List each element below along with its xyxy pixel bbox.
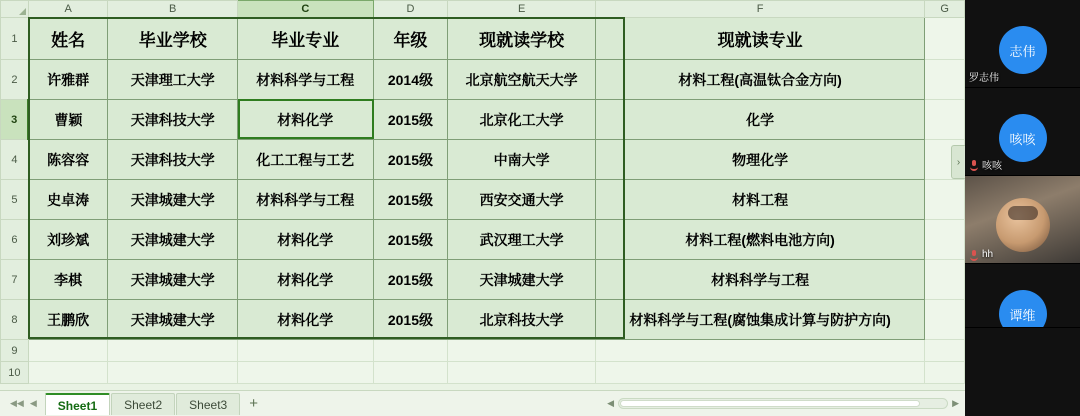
add-sheet-button[interactable]: +: [249, 395, 258, 412]
column-header-d[interactable]: D: [373, 1, 448, 18]
cell-d10[interactable]: [373, 362, 448, 384]
cell-b9[interactable]: [108, 340, 238, 362]
table-row[interactable]: [1, 100, 965, 140]
cell-e8[interactable]: 北京科技大学: [448, 300, 596, 340]
cell-f6[interactable]: 材料工程(燃料电池方向): [595, 220, 924, 260]
cell-c5[interactable]: 材料科学与工程: [237, 180, 373, 220]
scroll-left-icon[interactable]: ◀: [607, 398, 615, 408]
sheet-tab-sheet1[interactable]: Sheet1: [45, 393, 110, 415]
cell-e10[interactable]: [448, 362, 596, 384]
cell-b7[interactable]: 天津城建大学: [108, 260, 238, 300]
cell-b1[interactable]: 毕业学校: [108, 18, 238, 60]
cell-g1[interactable]: [925, 18, 965, 60]
cell-b8[interactable]: 天津城建大学: [108, 300, 238, 340]
column-header-f[interactable]: F: [595, 1, 924, 18]
sheet-tab-sheet3[interactable]: Sheet3: [176, 393, 240, 415]
scrollbar-thumb[interactable]: [620, 400, 920, 407]
prev-sheet-icon[interactable]: ◀: [29, 398, 37, 408]
cell-f9[interactable]: [595, 340, 924, 362]
sheet-tab-bar[interactable]: [0, 390, 965, 416]
first-sheet-icon[interactable]: ◀◀: [10, 398, 24, 408]
cell-a1[interactable]: 姓名: [28, 18, 108, 60]
cell-a10[interactable]: [28, 362, 108, 384]
column-header-a[interactable]: A: [28, 1, 108, 18]
avatar: 谭维: [999, 290, 1047, 328]
cell-e1[interactable]: 现就读学校: [448, 18, 596, 60]
row-header-10[interactable]: 10: [1, 362, 29, 384]
cell-e4[interactable]: 中南大学: [448, 140, 596, 180]
cell-c8[interactable]: 材料化学: [237, 300, 373, 340]
row-header-2[interactable]: 2: [1, 60, 29, 100]
cell-e7[interactable]: 天津城建大学: [448, 260, 596, 300]
avatar: 咳咳: [999, 114, 1047, 162]
cell-d2[interactable]: 2014级: [373, 60, 448, 100]
table-row[interactable]: [1, 260, 965, 300]
select-all-corner[interactable]: [1, 1, 29, 18]
cell-e5[interactable]: 西安交通大学: [448, 180, 596, 220]
scroll-pane-handle[interactable]: [951, 145, 965, 179]
table-row[interactable]: [1, 180, 965, 220]
chevron-right-icon: ›: [956, 156, 961, 168]
cell-f1[interactable]: 现就读专业: [595, 18, 924, 60]
mic-muted-icon: [969, 160, 979, 170]
horizontal-scrollbar[interactable]: [607, 398, 965, 409]
participant-name-tag: [969, 157, 1002, 172]
scroll-right-icon[interactable]: ▶: [952, 398, 959, 408]
cell-c1[interactable]: 毕业专业: [237, 18, 373, 60]
cell-b4[interactable]: 天津科技大学: [108, 140, 238, 180]
cell-g8[interactable]: [925, 300, 965, 340]
sheet-tab-sheet2[interactable]: Sheet2: [111, 393, 175, 415]
cell-c6[interactable]: 材料化学: [237, 220, 373, 260]
cell-a9[interactable]: [28, 340, 108, 362]
cell-a4[interactable]: 陈容容: [28, 140, 108, 180]
cell-a3[interactable]: 曹颖: [28, 100, 108, 140]
cell-c7[interactable]: 材料化学: [237, 260, 373, 300]
sheet-nav-arrows[interactable]: [0, 398, 45, 409]
mic-muted-icon: [969, 250, 979, 260]
row-header-3[interactable]: 3: [1, 100, 29, 140]
row-header-1[interactable]: 1: [1, 18, 29, 60]
cell-d8[interactable]: 2015级: [373, 300, 448, 340]
cell-g7[interactable]: [925, 260, 965, 300]
cell-d9[interactable]: [373, 340, 448, 362]
cell-a8[interactable]: 王鹏欣: [28, 300, 108, 340]
participant-tile-1[interactable]: [965, 0, 1080, 88]
cell-d1[interactable]: 年级: [373, 18, 448, 60]
cell-d5[interactable]: 2015级: [373, 180, 448, 220]
cell-f5[interactable]: 材料工程: [595, 180, 924, 220]
cell-f3[interactable]: 化学: [595, 100, 924, 140]
cell-f2[interactable]: 材料工程(高温钛合金方向): [595, 60, 924, 100]
column-header-b[interactable]: B: [108, 1, 238, 18]
table-row[interactable]: [1, 140, 965, 180]
cell-f10[interactable]: [595, 362, 924, 384]
row-header-9[interactable]: 9: [1, 340, 29, 362]
cell-g2[interactable]: [925, 60, 965, 100]
table-row[interactable]: [1, 300, 965, 340]
cell-c3[interactable]: 材料化学: [237, 100, 373, 140]
cell-d4[interactable]: 2015级: [373, 140, 448, 180]
row-header-7[interactable]: 7: [1, 260, 29, 300]
cell-a5[interactable]: 史卓涛: [28, 180, 108, 220]
cell-f8[interactable]: 材料科学与工程(腐蚀集成计算与防护方向): [595, 300, 924, 340]
scrollbar-track[interactable]: [618, 398, 948, 409]
cell-g5[interactable]: [925, 180, 965, 220]
cell-d7[interactable]: 2015级: [373, 260, 448, 300]
cell-b6[interactable]: 天津城建大学: [108, 220, 238, 260]
participant-name-tag: [969, 69, 999, 84]
cell-b5[interactable]: 天津城建大学: [108, 180, 238, 220]
cell-g6[interactable]: [925, 220, 965, 260]
table-row[interactable]: [1, 60, 965, 100]
cell-g10[interactable]: [925, 362, 965, 384]
table-row[interactable]: [1, 220, 965, 260]
cell-c4[interactable]: 化工工程与工艺: [237, 140, 373, 180]
cell-e3[interactable]: 北京化工大学: [448, 100, 596, 140]
participant-tile-4[interactable]: [965, 264, 1080, 328]
video-participants-panel[interactable]: [965, 0, 1080, 416]
avatar: 志伟: [999, 26, 1047, 74]
participant-video-face: [996, 198, 1050, 252]
participant-name: 罗志伟: [969, 73, 999, 84]
row-header-4[interactable]: 4: [1, 140, 29, 180]
table-row[interactable]: [1, 18, 965, 60]
cell-e9[interactable]: [448, 340, 596, 362]
cell-g3[interactable]: [925, 100, 965, 140]
participant-name: 咳咳: [982, 161, 1002, 172]
participant-tile-2[interactable]: [965, 88, 1080, 176]
participant-name: hh: [982, 249, 994, 260]
row-header-6[interactable]: 6: [1, 220, 29, 260]
cell-g9[interactable]: [925, 340, 965, 362]
cell-a2[interactable]: 许雅群: [28, 60, 108, 100]
cell-d6[interactable]: 2015级: [373, 220, 448, 260]
cell-e2[interactable]: 北京航空航天大学: [448, 60, 596, 100]
cell-b10[interactable]: [108, 362, 238, 384]
cell-b3[interactable]: 天津科技大学: [108, 100, 238, 140]
cell-d3[interactable]: 2015级: [373, 100, 448, 140]
cell-f4[interactable]: 物理化学: [595, 140, 924, 180]
participant-tile-3[interactable]: [965, 176, 1080, 264]
row-header-5[interactable]: 5: [1, 180, 29, 220]
column-header-e[interactable]: E: [448, 1, 596, 18]
cell-e6[interactable]: 武汉理工大学: [448, 220, 596, 260]
table-row[interactable]: [1, 362, 965, 384]
column-header-row: [1, 1, 965, 18]
cell-c2[interactable]: 材料科学与工程: [237, 60, 373, 100]
cell-a6[interactable]: 刘珍斌: [28, 220, 108, 260]
row-header-8[interactable]: 8: [1, 300, 29, 340]
cell-b2[interactable]: 天津理工大学: [108, 60, 238, 100]
column-header-c[interactable]: C: [237, 1, 373, 18]
cell-c10[interactable]: [237, 362, 373, 384]
corner-triangle-icon: [19, 8, 26, 15]
participant-name-tag: [969, 249, 993, 260]
column-header-g[interactable]: G: [925, 1, 965, 18]
cell-a7[interactable]: 李棋: [28, 260, 108, 300]
cell-c9[interactable]: [237, 340, 373, 362]
table-row[interactable]: [1, 340, 965, 362]
cell-f7[interactable]: 材料科学与工程: [595, 260, 924, 300]
